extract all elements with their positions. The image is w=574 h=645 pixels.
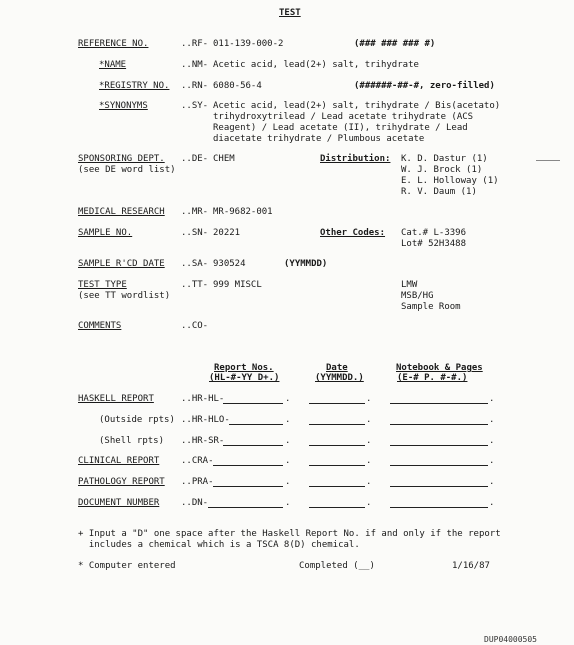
- row-clinical-label: CLINICAL REPORT: [78, 456, 160, 466]
- synonyms-code: ..SY-: [181, 101, 209, 111]
- row-document-code: ..DN-: [181, 498, 209, 508]
- row-document-dot-1: .: [285, 498, 291, 508]
- margin-mark: [536, 160, 560, 161]
- footnote-line-2: includes a chemical which is a TSCA 8(D) chemical.: [78, 540, 360, 550]
- row-shell-label: (Shell rpts): [99, 436, 165, 446]
- row-pathology-dot-1: .: [285, 477, 291, 487]
- sample-label: SAMPLE NO.: [78, 228, 133, 238]
- row-pathology-code: ..PRA-: [181, 477, 214, 487]
- row-outside-code: ..HR-HLO-: [181, 415, 230, 425]
- test-type-value: 999 MISCL: [213, 280, 262, 290]
- row-haskell-dot-3: .: [489, 394, 495, 404]
- row-document-label: DOCUMENT NUMBER: [78, 498, 160, 508]
- row-outside-dot-2: .: [366, 415, 372, 425]
- header-report-nos: Report Nos.: [214, 363, 274, 373]
- header-notebook: Notebook & Pages: [396, 363, 483, 373]
- row-shell-date-field[interactable]: [309, 445, 365, 446]
- row-haskell-dot-1: .: [285, 394, 291, 404]
- registry-format: (######-##-#, zero-filled): [354, 81, 495, 91]
- row-pathology-label: PATHOLOGY REPORT: [78, 477, 165, 487]
- reference-code: ..RF-: [181, 39, 209, 49]
- footnote-line-1: + Input a "D" one space after the Haskell Report No. if and only if the report: [78, 529, 501, 539]
- row-pathology-report-field[interactable]: [213, 486, 283, 487]
- document-id: DUP04000505: [484, 635, 537, 644]
- comments-label: COMMENTS: [78, 321, 122, 331]
- row-document-report-field[interactable]: [208, 507, 283, 508]
- row-outside-dot-3: .: [489, 415, 495, 425]
- row-clinical-report-field[interactable]: [213, 465, 283, 466]
- reference-label: REFERENCE NO.: [78, 39, 149, 49]
- distribution-name-2: W. J. Brock (1): [401, 165, 483, 175]
- row-outside-label: (Outside rpts): [99, 415, 175, 425]
- synonyms-line-1: Acetic acid, lead(2+) salt, trihydrate / Bis(acetato): [213, 101, 501, 111]
- test-type-sublabel: (see TT wordlist): [78, 291, 171, 301]
- row-haskell-label: HASKELL REPORT: [78, 394, 154, 404]
- row-pathology-dot-2: .: [366, 477, 372, 487]
- sample-code: ..SN-: [181, 228, 209, 238]
- distribution-name-1: K. D. Dastur (1): [401, 154, 488, 164]
- registry-code: ..RN-: [181, 81, 209, 91]
- row-shell-dot-2: .: [366, 436, 372, 446]
- sponsoring-label: SPONSORING DEPT.: [78, 154, 165, 164]
- row-haskell-report-field[interactable]: [223, 403, 283, 404]
- synonyms-line-4: diacetate trihydrate / Plumbous acetate: [213, 134, 425, 144]
- row-outside-notebook-field[interactable]: [390, 424, 488, 425]
- distribution-label: Distribution:: [320, 154, 391, 164]
- sponsoring-code: ..DE-: [181, 154, 209, 164]
- distribution-name-4: R. V. Daum (1): [401, 187, 477, 197]
- row-pathology-dot-3: .: [489, 477, 495, 487]
- row-shell-notebook-field[interactable]: [390, 445, 488, 446]
- reference-value: 011-139-000-2: [213, 39, 284, 49]
- sample-rcd-format: (YYMMDD): [284, 259, 328, 269]
- row-haskell-code: ..HR-HL-: [181, 394, 225, 404]
- name-value: Acetic acid, lead(2+) salt, trihydrate: [213, 60, 419, 70]
- other-codes-label: Other Codes:: [320, 228, 386, 238]
- row-shell-code: ..HR-SR-: [181, 436, 225, 446]
- row-document-dot-2: .: [366, 498, 372, 508]
- header-date: Date: [326, 363, 348, 373]
- row-pathology-date-field[interactable]: [309, 486, 365, 487]
- test-type-right-1: LMW: [401, 280, 418, 290]
- row-shell-dot-3: .: [489, 436, 495, 446]
- row-outside-date-field[interactable]: [309, 424, 365, 425]
- row-haskell-dot-2: .: [366, 394, 372, 404]
- sample-rcd-code: ..SA-: [181, 259, 209, 269]
- other-codes-line-1: Cat.# L-3396: [401, 228, 467, 238]
- distribution-name-3: E. L. Holloway (1): [401, 176, 499, 186]
- header-date-format: (YYMMDD.): [315, 373, 364, 383]
- sponsoring-sublabel: (see DE word list): [78, 165, 176, 175]
- synonyms-line-3: Reagent) / Lead acetate (II), trihydrate / Lead: [213, 123, 468, 133]
- medical-label: MEDICAL RESEARCH: [78, 207, 165, 217]
- row-haskell-notebook-field[interactable]: [390, 403, 488, 404]
- sponsoring-value: CHEM: [213, 154, 235, 164]
- row-clinical-dot-3: .: [489, 456, 495, 466]
- reference-format: (### ### ### #): [354, 39, 436, 49]
- page-title: TEST: [279, 8, 301, 18]
- row-outside-report-field[interactable]: [229, 424, 283, 425]
- form-date: 1/16/87: [452, 561, 490, 571]
- registry-label: *REGISTRY NO.: [99, 81, 170, 91]
- row-clinical-dot-2: .: [366, 456, 372, 466]
- row-document-date-field[interactable]: [309, 507, 365, 508]
- test-type-right-3: Sample Room: [401, 302, 461, 312]
- registry-value: 6080-56-4: [213, 81, 262, 91]
- row-outside-dot-1: .: [285, 415, 291, 425]
- name-label: *NAME: [99, 60, 127, 70]
- row-shell-dot-1: .: [285, 436, 291, 446]
- test-type-label: TEST TYPE: [78, 280, 127, 290]
- other-codes-line-2: Lot# 52H3488: [401, 239, 467, 249]
- test-type-code: ..TT-: [181, 280, 209, 290]
- header-notebook-format: (E-# P. #-#.): [397, 373, 468, 383]
- row-clinical-code: ..CRA-: [181, 456, 214, 466]
- medical-value: MR-9682-001: [213, 207, 273, 217]
- name-code: ..NM-: [181, 60, 209, 70]
- row-document-notebook-field[interactable]: [390, 507, 488, 508]
- medical-code: ..MR-: [181, 207, 209, 217]
- synonyms-label: *SYNONYMS: [99, 101, 148, 111]
- sample-rcd-label: SAMPLE R'CD DATE: [78, 259, 165, 269]
- synonyms-line-2: trihydroxytrilead / Lead acetate trihydrate (ACS: [213, 112, 474, 122]
- row-clinical-dot-1: .: [285, 456, 291, 466]
- sample-value: 20221: [213, 228, 241, 238]
- row-haskell-date-field[interactable]: [309, 403, 365, 404]
- comments-code: ..CO-: [181, 321, 209, 331]
- row-document-dot-3: .: [489, 498, 495, 508]
- completed-checkbox[interactable]: Completed (__): [299, 561, 375, 571]
- row-pathology-notebook-field[interactable]: [390, 486, 488, 487]
- row-shell-report-field[interactable]: [223, 445, 283, 446]
- header-report-nos-format: (HL-#-YY D+.): [209, 373, 280, 383]
- computer-entered-note: * Computer entered: [78, 561, 176, 571]
- row-clinical-date-field[interactable]: [309, 465, 365, 466]
- test-type-right-2: MSB/HG: [401, 291, 434, 301]
- sample-rcd-value: 930524: [213, 259, 246, 269]
- row-clinical-notebook-field[interactable]: [390, 465, 488, 466]
